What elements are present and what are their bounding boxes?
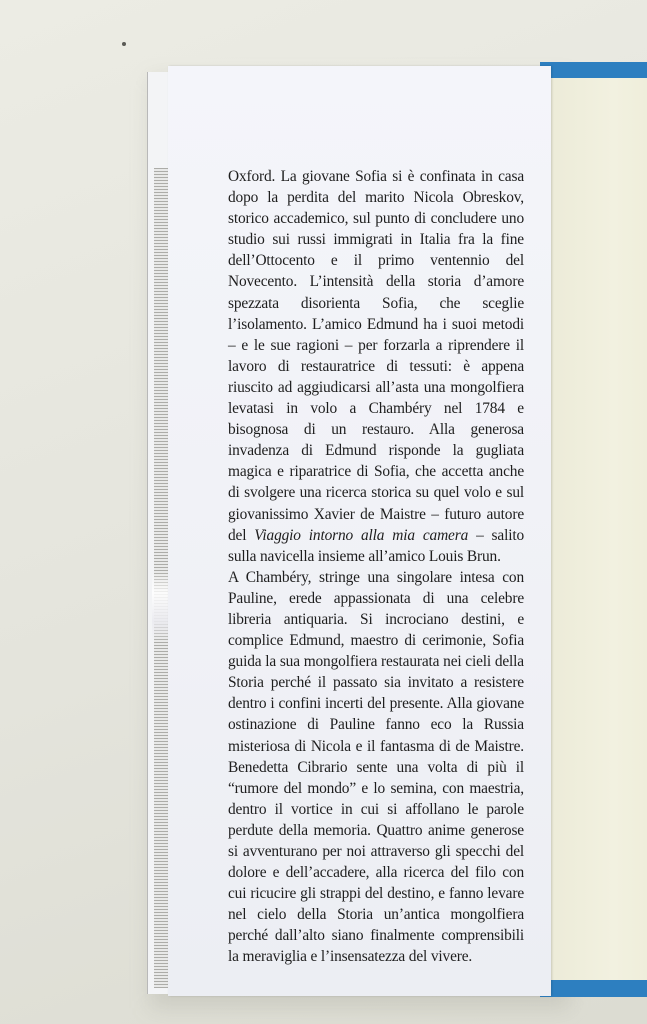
blurb-paragraph-2: A Chambéry, stringe una singolare intesa con Pauline, erede appassionata di una celebre libreria antiquaria. Si incrociano destini, e complice Edmund, maestro di cerimonie, Sofia guida la sua mongolfiera restaurata nei cieli della Storia perché il passato sia invitato a resistere dentro i confini incerti del presente. Alla giovane ostinazione di Pauline fanno eco la Russia misteriosa di Nicola e il fantasma di de Maistre. Benedetta Cibrario sente una volta di più il “rumore del mondo” e lo semina, con maestria, dentro il vortice in cui si affollano le parole perdute della memoria. Quattro anime generose si avventurano per noi attraverso gli specchi del dolore e dell’accadere, alla ricerca del filo con cui ricucire gli strappi del destino, e fanno levare nel cielo della Storia un’antica mongolfiera perché dall’alto siano finalmente comprensibili la meraviglia e l’insensatezza del vivere. [228,568,524,966]
book-page-edge [548,78,647,980]
flap-blurb [228,166,524,968]
blurb-text: Oxford. La giovane Sofia si è confinata in casa dopo la perdita del marito Nicola Obreskov, storico accademico, sul punto di concludere uno studio sui russi immigrati in Italia fra la fine dell’Ottocento e il primo ventennio del Novecento. L’intensità della storia d’amore spezzata disorienta Sofia, che sceglie l’isolamento. L’amico Edmund ha i suoi metodi – e le sue ragioni – per forzarla a riprendere il lavoro di restauratrice di tessuti: è appena riuscito ad aggiudicarsi all’asta una mongolfiera levatasi in volo a Chambéry nel 1784 e bisognosa di un restauro. Alla generosa invadenza di Edmund risponde la gugliata magica e riparatrice di Sofia, che accetta anche di svolgere una ricerca storica su quel volo e sul giovanissimo Xavier de Maistre – futuro autore del [228,168,524,544]
dust-speck [122,42,126,46]
blurb-text: – salito sulla navicella insieme all’amico Louis Brun. [228,526,524,565]
book-title: Viaggio intorno alla mia camera [254,526,469,544]
blurb-paragraph-1 [228,166,524,567]
